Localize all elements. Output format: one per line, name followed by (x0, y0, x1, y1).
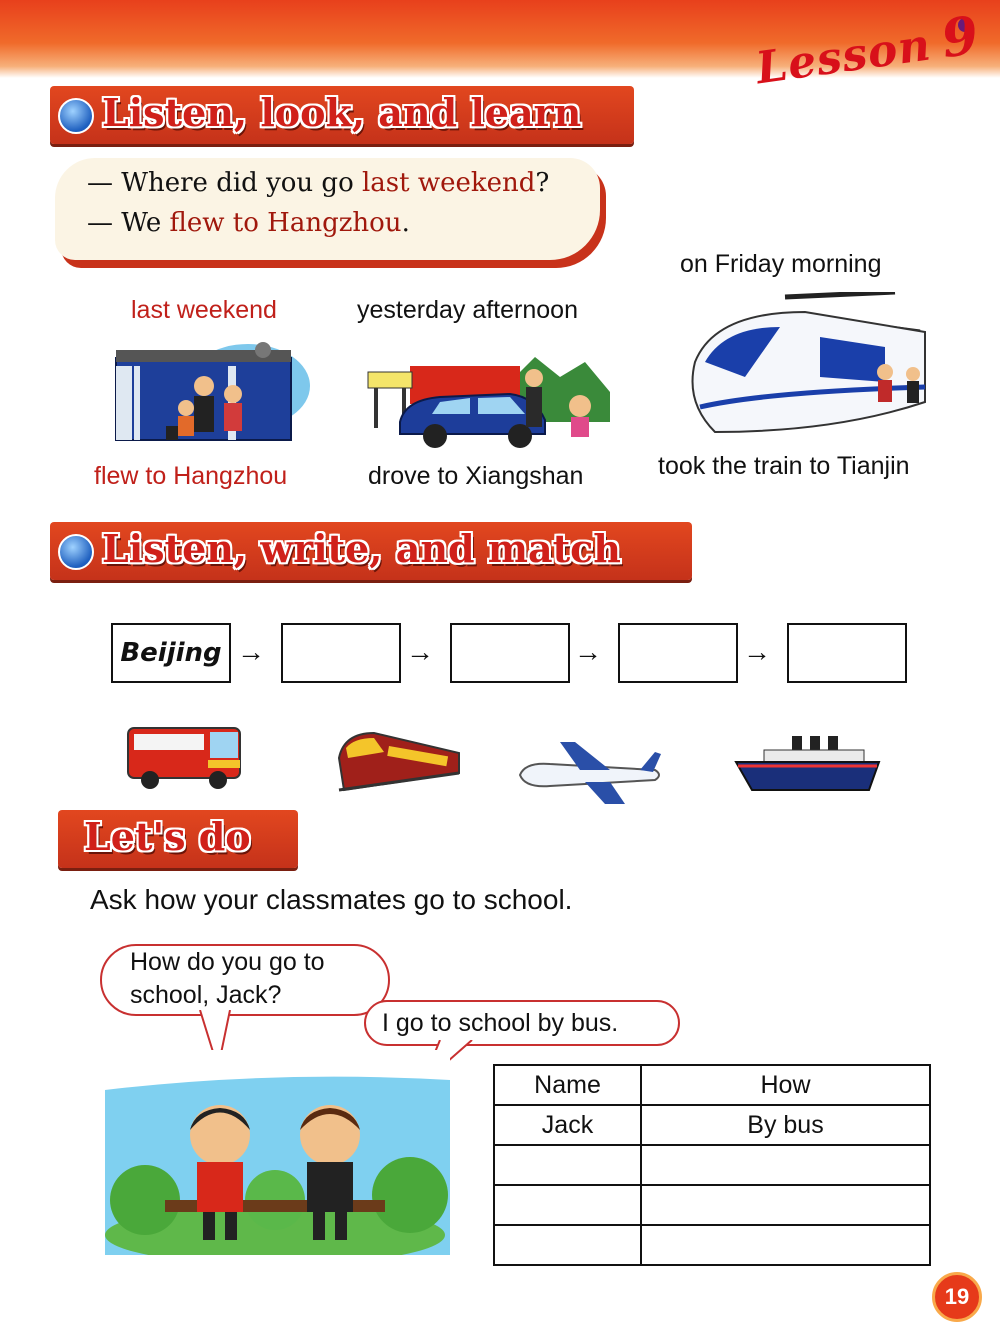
table-cell[interactable] (494, 1145, 641, 1185)
instruction-text: Ask how your classmates go to school. (90, 884, 573, 915)
table-cell[interactable]: Jack (494, 1105, 641, 1145)
table-cell[interactable] (641, 1185, 930, 1225)
table-row (494, 1185, 930, 1225)
section-title: Listen, write, and match (102, 526, 621, 571)
table-header-name: Name (494, 1065, 641, 1105)
table-cell[interactable] (494, 1225, 641, 1265)
plane-icon (515, 740, 665, 806)
section-title: Listen, look, and learn (102, 90, 582, 135)
kids-illustration (105, 1050, 450, 1255)
speech-bubble-answer: I go to school by bus. (364, 1000, 680, 1046)
action-phrase-2: drove to Xiangshan (368, 462, 584, 490)
speech-bubble-question: How do you go to school, Jack? (100, 944, 390, 1016)
section-title: Let's do (84, 814, 251, 859)
section-banner-lets-do (58, 810, 298, 868)
car-illustration (360, 352, 615, 452)
survey-table (493, 1064, 931, 1266)
table-header-how: How (641, 1065, 930, 1105)
bullet-train-illustration (685, 292, 935, 442)
airport-illustration (108, 336, 313, 446)
dialog-card (55, 158, 600, 260)
time-phrase-2: yesterday afternoon (357, 296, 578, 324)
route-box-blank[interactable] (281, 623, 401, 683)
dialog-line-answer: — We flew to Hangzhou. (87, 208, 410, 238)
section-banner-listen-write-match (50, 522, 692, 580)
time-phrase-1: last weekend (131, 296, 277, 324)
route-arrow: → (574, 636, 602, 667)
route-arrow: → (406, 636, 434, 667)
train-icon (334, 728, 462, 794)
route-box-blank[interactable] (450, 623, 570, 683)
table-row (494, 1145, 930, 1185)
dialog-line-question: — Where did you go last weekend? (87, 168, 550, 198)
headphones-icon (58, 534, 94, 570)
table-cell[interactable] (641, 1225, 930, 1265)
action-phrase-1: flew to Hangzhou (94, 462, 288, 490)
route-arrow: → (237, 636, 265, 667)
table-cell[interactable] (641, 1145, 930, 1185)
route-arrow: → (743, 636, 771, 667)
table-header-row (494, 1065, 930, 1105)
time-phrase-3: on Friday morning (680, 250, 882, 278)
route-box-blank[interactable] (618, 623, 738, 683)
lesson-label: Lesson9 (752, 4, 984, 95)
page-number: 19 (932, 1272, 982, 1322)
ship-icon (734, 732, 884, 794)
table-cell[interactable]: By bus (641, 1105, 930, 1145)
table-cell[interactable] (494, 1185, 641, 1225)
route-box-beijing: Beijing (111, 623, 231, 683)
table-row (494, 1105, 930, 1145)
section-banner-listen-look-learn (50, 86, 634, 144)
headphones-icon (58, 98, 94, 134)
route-box-blank[interactable] (787, 623, 907, 683)
table-row (494, 1225, 930, 1265)
action-phrase-3: took the train to Tianjin (658, 452, 910, 480)
bus-icon (126, 724, 246, 790)
